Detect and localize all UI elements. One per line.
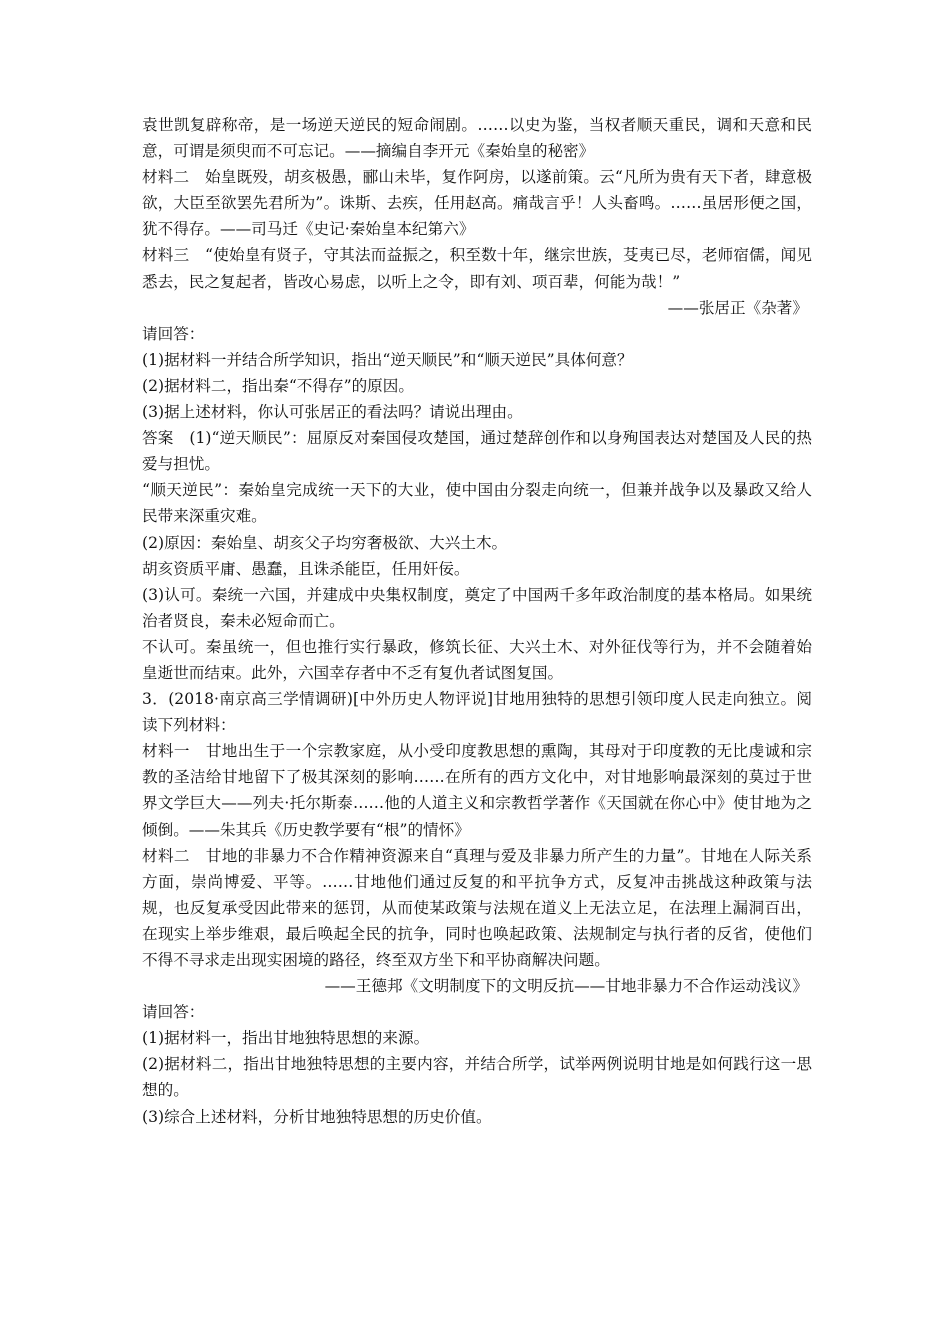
answer-2-part-a: (2)原因：秦始皇、胡亥父子均穷奢极欲、大兴土木。 [142, 533, 508, 552]
answer-2-part-b: 胡亥资质平庸、愚蠢，且诛杀能臣，任用奸佞。 [142, 559, 470, 578]
gandhi-question-prompt: 请回答： [142, 1003, 205, 1022]
gandhi-question-1: (1)据材料一，指出甘地独特思想的来源。 [142, 1029, 430, 1048]
question-prompt: 请回答： [142, 324, 205, 343]
gandhi-material-two: 材料二 甘地的非暴力不合作精神资源来自“真理与爱及非暴力所产生的力量”。甘地在人际关系方面，崇尚博爱、平等。……甘地他们通过反复的和平抗争方式，反复冲击挑战这种政策与法规，也反复承受因此带来的惩罚，从而使某政策与法规在道义上无法立足，在法理上漏洞百出，在现实上举步维艰，最后唤起全民的抗争，同时也唤起政策、法规制定与执行者的反省，使他们不得不寻求走出现实困境的路径，终至双方坐下和平协商解决问题。 [142, 846, 812, 969]
question-3: (3)据上述材料，你认可张居正的看法吗？请说出理由。 [142, 403, 523, 422]
question-2: (2)据材料二，指出秦“不得存”的原因。 [142, 376, 414, 395]
question-3-gandhi-intro: 3．(2018·南京高三学情调研)[中外历史人物评说]甘地用独特的思想引领印度人民走向独立。阅读下列材料： [142, 690, 812, 735]
source-citation-wang-debang: ——王德邦《文明制度下的文明反抗——甘地非暴力不合作运动浅议》 [324, 977, 808, 996]
paragraph-material-three: 材料三 “使始皇有贤子，守其法而益振之，积至数十年，继宗世族，芟夷已尽，老师宿儒，闻见悉去，民之复起者，皆改心易虑，以听上之令，即有刘、项百辈，何能为哉！” [142, 246, 812, 291]
answer-1-part-a: 答案 (1)“逆天顺民”：屈原反对秦国侵攻楚国，通过楚辞创作和以身殉国表达对楚国及人民的热爱与担忧。 [142, 429, 812, 474]
gandhi-question-3: (3)综合上述材料，分析甘地独特思想的历史价值。 [142, 1107, 492, 1126]
paragraph-material-two: 材料二 始皇既殁，胡亥极愚，郦山未毕，复作阿房，以遂前策。云“凡所为贵有天下者，肆意极欲，大臣至欲罢先君所为”。诛斯、去疾，任用赵高。痛哉言乎！人头畜鸣。……虽居形便之国，犹不得存。——司马迁《史记·秦始皇本纪第六》 [142, 168, 812, 239]
document-page [142, 112, 812, 1130]
answer-1-part-b: “顺天逆民”：秦始皇完成统一天下的大业，使中国由分裂走向统一，但兼并战争以及暴政又给人民带来深重灾难。 [142, 481, 812, 526]
gandhi-question-2: (2)据材料二，指出甘地独特思想的主要内容，并结合所学，试举两例说明甘地是如何践行这一思想的。 [142, 1055, 812, 1100]
answer-3-agree: (3)认可。秦统一六国，并建成中央集权制度，奠定了中国两千多年政治制度的基本格局。如果统治者贤良，秦未必短命而亡。 [142, 585, 812, 630]
source-citation-zhang-juzheng: ——张居正《杂著》 [667, 298, 808, 317]
question-1: (1)据材料一并结合所学知识，指出“逆天顺民”和“顺天逆民”具体何意？ [142, 350, 633, 369]
answer-3-disagree: 不认可。秦虽统一，但也推行实行暴政，修筑长征、大兴土木、对外征伐等行为，并不会随着始皇逝世而结束。此外，六国幸存者中不乏有复仇者试图复国。 [142, 637, 812, 682]
paragraph-material-one-end: 袁世凯复辟称帝，是一场逆天逆民的短命闹剧。……以史为鉴，当权者顺天重民，调和天意和民意，可谓是须臾而不可忘记。——摘编自李开元《秦始皇的秘密》 [142, 116, 812, 161]
gandhi-material-one: 材料一 甘地出生于一个宗教家庭，从小受印度教思想的熏陶，其母对于印度教的无比虔诚和宗教的圣洁给甘地留下了极其深刻的影响……在所有的西方文化中，对甘地影响最深刻的莫过于世界文学巨大——列夫·托尔斯泰……他的人道主义和宗教哲学著作《天国就在你心中》使甘地为之倾倒。——朱其兵《历史教学要有“根”的情怀》 [142, 742, 812, 839]
